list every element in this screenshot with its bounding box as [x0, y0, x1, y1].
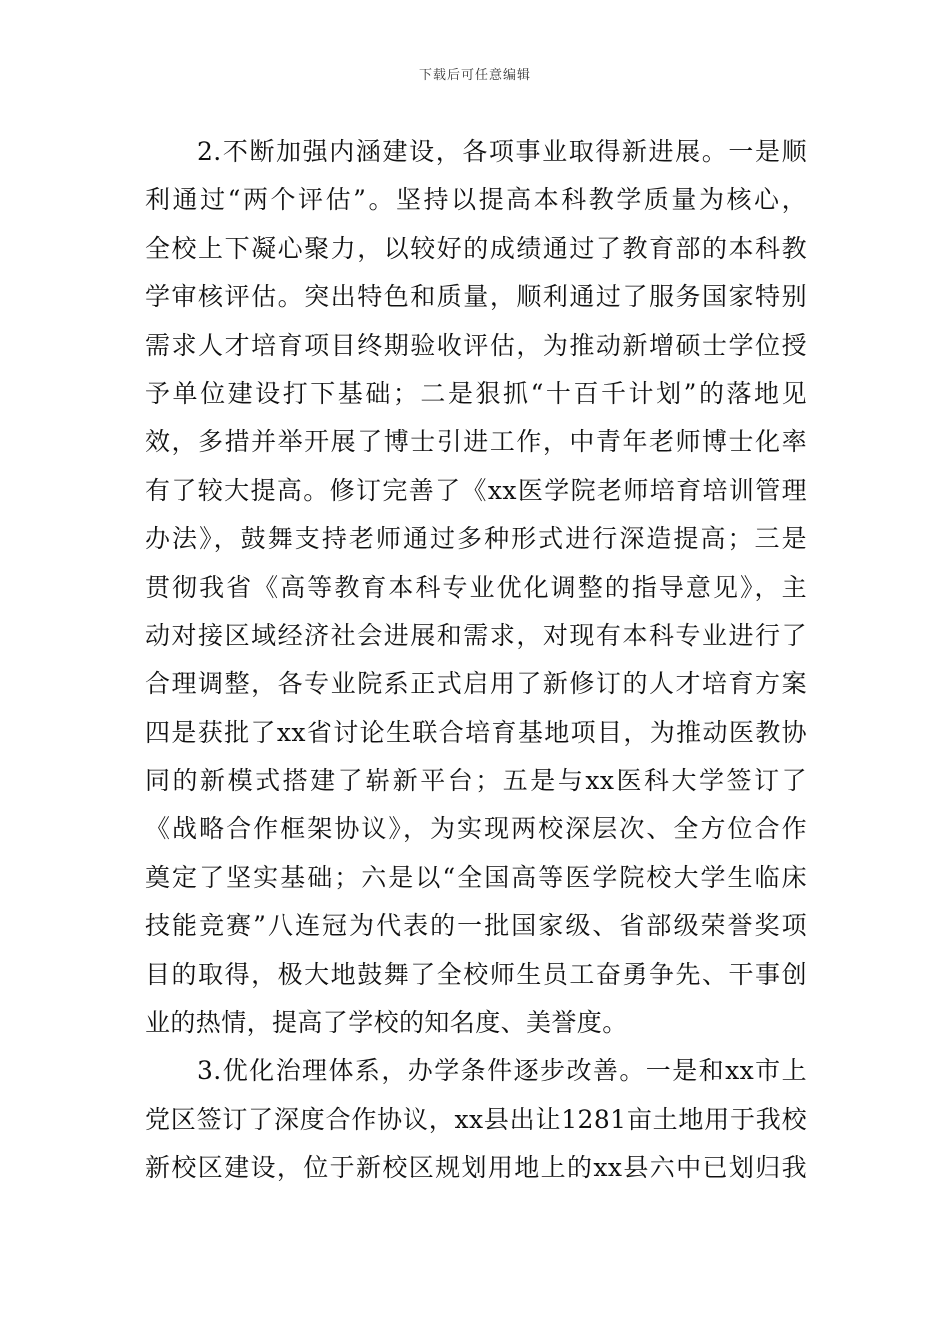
text-line: 奠定了坚实基础；六是以“全国高等医学院校大学生临床 [145, 862, 807, 892]
text-line: 《战略合作框架协议》，为实现两校深层次、全方位合作 [145, 814, 807, 844]
text-line: 业的热情，提高了学校的知名度、美誉度。 [145, 1008, 628, 1038]
paragraph-2 [145, 128, 807, 1047]
text-line: 需求人才培育项目终期验收评估，为推动新增硕士学位授 [145, 330, 807, 360]
text-line: 全校上下凝心聚力，以较好的成绩通过了教育部的本科教 [145, 233, 807, 263]
text-line: 办法》，鼓舞支持老师通过多种形式进行深造提高；三是 [145, 524, 807, 554]
document-body [145, 128, 807, 1193]
text-line: 利通过“两个评估”。坚持以提高本科教学质量为核心， [145, 185, 807, 215]
text-line: 予单位建设打下基础；二是狠抓“十百千计划”的落地见 [145, 378, 807, 408]
text-line: 贯彻我省《高等教育本科专业优化调整的指导意见》，主 [145, 572, 807, 602]
paragraph-3 [145, 1047, 807, 1192]
text-line: 新校区建设，位于新校区规划用地上的xx县六中已划归我 [145, 1153, 807, 1183]
text-line: 3.优化治理体系，办学条件逐步改善。一是和xx市上 [197, 1056, 807, 1086]
text-line: 四是获批了xx省讨论生联合培育基地项目，为推动医教协 [145, 717, 807, 747]
text-line: 有了较大提高。修订完善了《xx医学院老师培育培训管理 [145, 475, 807, 505]
text-line: 动对接区域经济社会进展和需求，对现有本科专业进行了 [145, 620, 807, 650]
text-line: 效，多措并举开展了博士引进工作，中青年老师博士化率 [145, 427, 807, 457]
text-line: 党区签订了深度合作协议，xx县出让1281亩土地用于我校 [145, 1104, 807, 1134]
text-line: 学审核评估。突出特色和质量，顺利通过了服务国家特别 [145, 282, 807, 312]
text-line: 同的新模式搭建了崭新平台；五是与xx医科大学签订了 [145, 766, 807, 796]
text-line: 合理调整，各专业院系正式启用了新修订的人才培育方案 [145, 669, 807, 699]
text-line: 技能竞赛”八连冠为代表的一批国家级、省部级荣誉奖项 [145, 911, 807, 941]
page-header-note: 下载后可任意编辑 [418, 68, 531, 83]
text-line: 2.不断加强内涵建设，各项事业取得新进展。一是顺 [197, 137, 807, 166]
text-line: 目的取得，极大地鼓舞了全校师生员工奋勇争先、干事创 [145, 959, 807, 989]
